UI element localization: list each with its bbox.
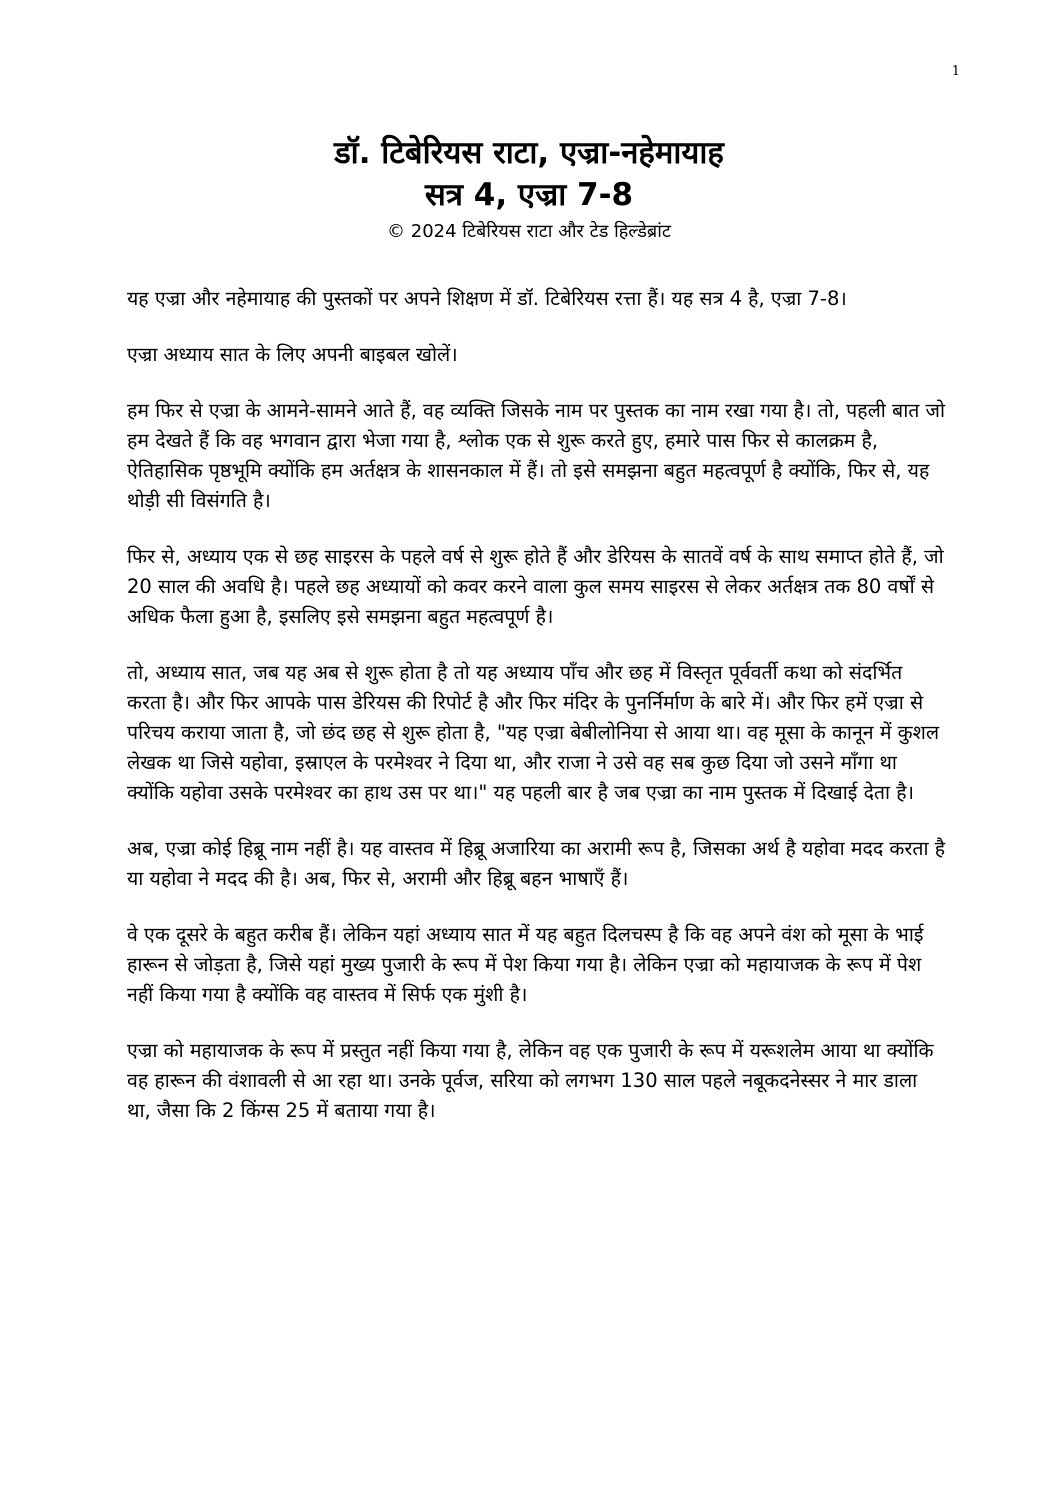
paragraph-chapter-seven: तो, अध्याय सात, जब यह अब से शुरू होता है तो यह अध्याय पाँच और छह में विस्तृत पूर्ववर्ती कथा को संदर्भित करता है। और फिर आपके पास डेरियस की रिपोर्ट है और फिर मंदिर के पुनर्निर्माण के बारे में। और फिर हमें एज्रा से परिचय कराया जाता है, जो छंद छह से शुरू होता है, "यह एज्रा बेबीलोनिया से आया था। वह मूसा के कानून में कुशल लेखक था जिसे यहोवा, इस्राएल के परमेश्वर ने दिया था, और राजा ने उसे वह सब कुछ दिया जो उसने माँगा था क्योंकि यहोवा उसके परमेश्वर का हाथ उस पर था।" यह पहली बार है जब एज्रा का नाम पुस्तक में दिखाई देता है। [127, 661, 940, 804]
paragraph-open-bible: एज्रा अध्याय सात के लिए अपनी बाइबल खोलें। [127, 343, 458, 366]
paragraph-priest: एज्रा को महायाजक के रूप में प्रस्तुत नहीं किया गया है, लेकिन वह एक पुजारी के रूप में यरूशलेम आया था क्योंकि वह हारून की वंशावली से आ रहा था। उनके पूर्वज, सरिया को लगभग 130 साल पहले नबूकदनेस्सर ने मार डाला था, जैसा कि 2 किंग्स 25 में बताया गया है। [127, 1039, 934, 1122]
document-body [127, 284, 947, 1152]
paragraph-chapters-timespan: फिर से, अध्याय एक से छह साइरस के पहले वर्ष से शुरू होते हैं और डेरियस के सातवें वर्ष के साथ समाप्त होते हैं, जो 20 साल की अवधि है। पहले छह अध्यायों को कवर करने वाला कुल समय साइरस से लेकर अर्तक्षत्र तक 80 वर्षों से अधिक फैला हुआ है, इसलिए इसे समझना बहुत महत्वपूर्ण है। [127, 545, 944, 628]
document-header [0, 132, 1058, 246]
paragraph-ezra-name: अब, एज्रा कोई हिब्रू नाम नहीं है। यह वास्तव में हिब्रू अजारिया का अरामी रूप है, जिसका अर्थ है यहोवा मदद करता है या यहोवा ने मदद की है। अब, फिर से, अरामी और हिब्रू बहन भाषाएँ हैं। [127, 837, 946, 890]
page-number: 1 [951, 64, 960, 79]
copyright-line: © 2024 टिबेरियस राटा और टेड हिल्डेब्रांट [387, 221, 671, 242]
paragraph-lineage: वे एक दूसरे के बहुत करीब हैं। लेकिन यहां अध्याय सात में यह बहुत दिलचस्प है कि वह अपने वंश को मूसा के भाई हारून से जोड़ता है, जिसे यहां मुख्य पुजारी के रूप में पेश किया गया है। लेकिन एज्रा को महायाजक के रूप में पेश नहीं किया गया है क्योंकि वह वास्तव में सिर्फ एक मुंशी है। [127, 923, 924, 1006]
paragraph-intro: यह एज्रा और नहेमायाह की पुस्तकों पर अपने शिक्षण में डॉ. टिबेरियस रत्ता हैं। यह सत्र 4 है, एज्रा 7-8। [127, 287, 847, 310]
document-title: डॉ. टिबेरियस राटा, एज्रा-नहेमायाह [334, 135, 724, 171]
paragraph-ezra-chronology: हम फिर से एज्रा के आमने-सामने आते हैं, वह व्यक्ति जिसके नाम पर पुस्तक का नाम रखा गया है। तो, पहली बात जो हम देखते हैं कि वह भगवान द्वारा भेजा गया है, श्लोक एक से शुरू करते हुए, हमारे पास फिर से कालक्रम है, ऐतिहासिक पृष्ठभूमि क्योंकि हम अर्तक्षत्र के शासनकाल में हैं। तो इसे समझना बहुत महत्वपूर्ण है क्योंकि, फिर से, यह थोड़ी सी विसंगति है। [127, 399, 946, 512]
session-subtitle: सत्र 4, एज्रा 7-8 [424, 177, 634, 213]
